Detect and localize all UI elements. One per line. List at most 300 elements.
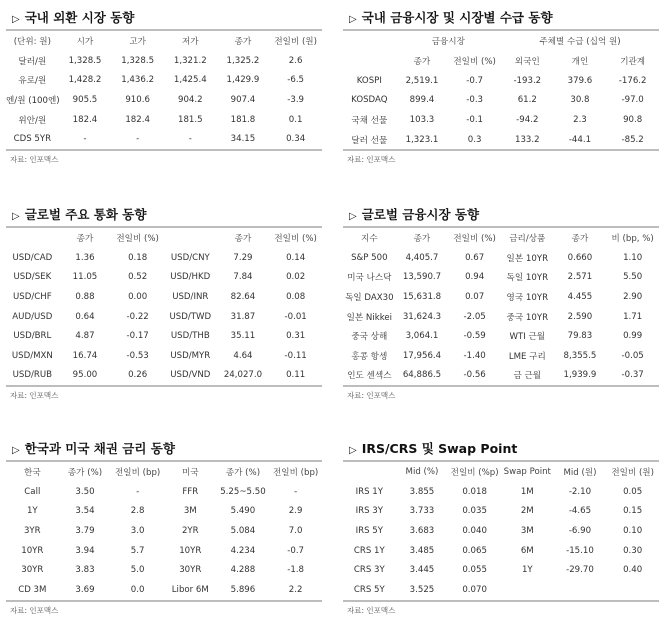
data-table-irs-crs bbox=[343, 460, 659, 602]
row-label-cell: USD/CHF bbox=[12, 291, 52, 302]
value-cell: 0.34 bbox=[286, 134, 306, 145]
row-label-cell: IRS 3Y bbox=[355, 506, 384, 517]
source-note: 자료: 인포맥스 bbox=[10, 391, 59, 401]
value-cell: 90.8 bbox=[623, 114, 643, 125]
column-header bbox=[343, 461, 396, 482]
column-header: (단위: 원) bbox=[13, 37, 51, 47]
value-cell: 0.52 bbox=[128, 272, 148, 283]
value-cell: 15,631.8 bbox=[402, 291, 442, 302]
column-header: 전일비 (%) bbox=[116, 234, 159, 244]
row-label-cell: 중국 상해 bbox=[351, 332, 388, 343]
row-label-cell: 3YR bbox=[23, 525, 41, 536]
value-cell: -0.22 bbox=[126, 311, 149, 322]
value-cell: 0.64 bbox=[75, 311, 95, 322]
row-label-cell: FFR bbox=[182, 486, 199, 497]
value-cell: -0.3 bbox=[466, 95, 484, 106]
column-header bbox=[343, 51, 396, 71]
source-note: 자료: 인포맥스 bbox=[10, 605, 59, 615]
value-cell: 17,956.4 bbox=[402, 350, 442, 361]
value-cell: 30.8 bbox=[570, 95, 590, 106]
value-cell: 2.590 bbox=[567, 311, 593, 322]
value-cell: -0.7 bbox=[466, 75, 484, 86]
row-label-cell: CRS 1Y bbox=[353, 545, 385, 556]
column-header: 저가 bbox=[181, 37, 199, 47]
value-cell: 7.0 bbox=[288, 525, 303, 536]
section-title-text: 글로벌 금융시장 동향 bbox=[361, 207, 480, 222]
row-label-cell: USD/THB bbox=[170, 331, 210, 342]
value-cell: 2.2 bbox=[288, 584, 303, 595]
table-row bbox=[343, 521, 659, 541]
row-label-cell: 유로/원 bbox=[18, 76, 47, 87]
table-row bbox=[343, 346, 659, 366]
value-cell: 2.6 bbox=[288, 55, 303, 66]
column-header: 종가 bbox=[234, 234, 252, 244]
value-cell: 4.64 bbox=[233, 350, 253, 361]
value-cell: -0.01 bbox=[284, 311, 307, 322]
value-cell: 5.7 bbox=[130, 545, 145, 556]
value-cell: 133.2 bbox=[514, 134, 540, 145]
triangle-right-icon: ▷ bbox=[349, 211, 357, 222]
column-header: 한국 bbox=[24, 468, 41, 478]
value-cell: -0.11 bbox=[284, 350, 307, 361]
row-label-cell: USD/RUB bbox=[12, 370, 53, 381]
row-label-cell: USD/MYR bbox=[170, 350, 211, 361]
value-cell: 8,355.5 bbox=[563, 350, 597, 361]
header-row bbox=[6, 227, 322, 248]
value-cell: 0.30 bbox=[623, 545, 643, 556]
value-cell: 2,519.1 bbox=[405, 75, 439, 86]
table-row bbox=[6, 51, 322, 71]
column-header: 금리/상품 bbox=[509, 234, 546, 244]
value-cell: 2.3 bbox=[573, 114, 587, 125]
value-cell: 0.1 bbox=[288, 114, 303, 125]
value-cell: 0.065 bbox=[462, 545, 487, 556]
value-cell: 95.00 bbox=[72, 370, 98, 381]
column-header: 개인 bbox=[571, 57, 589, 67]
value-cell: 3.855 bbox=[409, 486, 435, 497]
value-cell: 3.69 bbox=[75, 584, 95, 595]
value-cell: 30YR bbox=[179, 565, 202, 576]
value-cell: 31,624.3 bbox=[402, 311, 442, 322]
column-header: 종가 bbox=[234, 37, 252, 47]
row-label-cell: 독일 DAX30 bbox=[345, 292, 394, 303]
value-cell: 103.3 bbox=[409, 114, 435, 125]
row-label-cell: 일본 10YR bbox=[506, 253, 549, 264]
value-cell: 5.084 bbox=[230, 525, 256, 536]
table-row bbox=[6, 307, 322, 327]
row-label-cell: IRS 5Y bbox=[355, 525, 384, 536]
value-cell: 61.2 bbox=[517, 95, 537, 106]
value-cell: -44.1 bbox=[568, 134, 592, 145]
column-header: Swap Point bbox=[503, 467, 551, 477]
section-title bbox=[343, 438, 659, 460]
value-cell: 2.90 bbox=[623, 291, 643, 302]
row-label-cell: 일본 Nikkei bbox=[346, 312, 393, 323]
value-cell: 3.445 bbox=[409, 565, 435, 576]
value-cell: 3.94 bbox=[75, 545, 95, 556]
value-cell: - bbox=[136, 134, 140, 145]
value-cell: 3.733 bbox=[409, 506, 435, 517]
table-row bbox=[343, 248, 659, 268]
row-label-cell: 달러/원 bbox=[18, 56, 47, 67]
value-cell: 1,323.1 bbox=[405, 134, 439, 145]
value-cell: 0.31 bbox=[286, 331, 306, 342]
column-header: Mid (원) bbox=[563, 468, 597, 478]
triangle-right-icon: ▷ bbox=[12, 14, 20, 25]
row-label-cell: S&P 500 bbox=[351, 252, 388, 263]
value-cell: -0.53 bbox=[126, 350, 149, 361]
table-row bbox=[6, 248, 322, 268]
value-cell: 3.485 bbox=[409, 545, 435, 556]
data-table-bond-rates bbox=[6, 460, 322, 602]
value-cell: 907.4 bbox=[230, 94, 256, 105]
value-cell: 24,027.0 bbox=[223, 370, 263, 381]
source-note: 자료: 인포맥스 bbox=[347, 391, 396, 401]
row-label-cell: 10YR bbox=[21, 545, 44, 556]
row-label-cell: CD 3M bbox=[18, 584, 47, 595]
value-cell: 4.288 bbox=[230, 565, 256, 576]
value-cell: 3.83 bbox=[75, 565, 95, 576]
value-cell: -0.17 bbox=[126, 331, 149, 342]
value-cell: 1.71 bbox=[623, 311, 643, 322]
table-row bbox=[343, 326, 659, 346]
data-table-domestic-fx bbox=[6, 29, 322, 151]
value-cell: 181.8 bbox=[230, 114, 256, 125]
value-cell: 4.455 bbox=[567, 291, 593, 302]
value-cell: 0.99 bbox=[623, 331, 643, 342]
value-cell: 0.88 bbox=[75, 291, 95, 302]
row-label-cell: USD/SEK bbox=[13, 272, 52, 283]
value-cell: 1Y bbox=[521, 565, 533, 576]
value-cell: 16.74 bbox=[72, 350, 98, 361]
column-header: 종가 (%) bbox=[225, 468, 261, 478]
data-table-domestic-financial bbox=[343, 29, 659, 151]
value-cell: 0.070 bbox=[462, 584, 487, 595]
section-title-text: IRS/CRS 및 Swap Point bbox=[361, 441, 518, 456]
value-cell: -0.1 bbox=[466, 114, 484, 125]
table-row bbox=[6, 110, 322, 130]
value-cell: -3.9 bbox=[287, 94, 305, 105]
value-cell: 0.0 bbox=[130, 584, 145, 595]
value-cell: 0.035 bbox=[462, 506, 487, 517]
value-cell: 6M bbox=[520, 545, 534, 556]
value-cell: 0.26 bbox=[128, 370, 148, 381]
row-label-cell: USD/CNY bbox=[170, 252, 210, 263]
row-label-cell: 위안/원 bbox=[18, 115, 47, 126]
value-cell: 3M bbox=[520, 525, 534, 536]
value-cell: 1,428.2 bbox=[68, 75, 102, 86]
value-cell: 379.6 bbox=[567, 75, 593, 86]
column-header: 종가 bbox=[413, 234, 431, 244]
column-header: 전일비 (원) bbox=[274, 37, 317, 47]
value-cell: 4.234 bbox=[230, 545, 256, 556]
panel-global-fx bbox=[6, 204, 322, 401]
value-cell: 34.15 bbox=[230, 134, 256, 145]
row-label-cell: KOSDAQ bbox=[351, 95, 388, 106]
value-cell: 1M bbox=[520, 486, 534, 497]
panel-global-financial bbox=[343, 204, 659, 401]
value-cell: 0.15 bbox=[623, 506, 643, 517]
row-label-cell: LME 구리 bbox=[508, 351, 546, 362]
column-header: 전일비 (%) bbox=[453, 57, 496, 67]
table-row bbox=[343, 71, 659, 91]
table-row bbox=[6, 366, 322, 387]
column-header: 미국 bbox=[181, 468, 199, 478]
value-cell: 1,939.9 bbox=[563, 370, 597, 381]
source-note: 자료: 인포맥스 bbox=[347, 155, 396, 165]
table-row bbox=[6, 346, 322, 366]
value-cell: 5.25~5.50 bbox=[220, 486, 266, 497]
section-title bbox=[6, 7, 322, 29]
column-header: 종가 bbox=[76, 234, 94, 244]
panel-domestic-financial bbox=[343, 7, 659, 165]
value-cell: - bbox=[136, 486, 140, 497]
column-header bbox=[164, 227, 217, 248]
column-header: 외국인 bbox=[514, 57, 540, 67]
value-cell: 31.87 bbox=[230, 311, 256, 322]
value-cell: -0.05 bbox=[621, 350, 644, 361]
table-row bbox=[6, 521, 322, 541]
value-cell: 82.64 bbox=[230, 291, 256, 302]
value-cell: 0.18 bbox=[128, 252, 148, 263]
group-header-cell: 주체별 수급 (십억 원) bbox=[539, 37, 621, 47]
table-row bbox=[343, 502, 659, 522]
table-row bbox=[6, 482, 322, 502]
value-cell: 2.571 bbox=[567, 272, 593, 283]
row-label-cell: 중국 10YR bbox=[506, 312, 549, 323]
triangle-right-icon: ▷ bbox=[349, 14, 357, 25]
value-cell: -4.65 bbox=[568, 506, 592, 517]
table-row bbox=[343, 287, 659, 307]
value-cell: 3.79 bbox=[75, 525, 95, 536]
table-row bbox=[6, 580, 322, 601]
value-cell: 10YR bbox=[179, 545, 202, 556]
row-label-cell: USD/HKD bbox=[170, 272, 211, 283]
value-cell: 0.018 bbox=[462, 486, 487, 497]
table-row bbox=[6, 502, 322, 522]
value-cell: 1,321.2 bbox=[173, 55, 207, 66]
table-row bbox=[6, 326, 322, 346]
value-cell: 910.6 bbox=[125, 94, 150, 105]
value-cell: 1.36 bbox=[75, 252, 95, 263]
column-header: 지수 bbox=[361, 234, 378, 244]
value-cell: -1.8 bbox=[287, 565, 305, 576]
value-cell: 1,328.5 bbox=[121, 55, 155, 66]
value-cell: -0.37 bbox=[621, 370, 644, 381]
table-row bbox=[6, 287, 322, 307]
value-cell: 4,405.7 bbox=[405, 252, 439, 263]
value-cell: -6.5 bbox=[287, 75, 305, 86]
value-cell: 181.5 bbox=[177, 114, 203, 125]
value-cell: 3.50 bbox=[75, 486, 95, 497]
row-label-cell: USD/BRL bbox=[13, 331, 52, 342]
row-label-cell: 국채 선물 bbox=[351, 115, 388, 126]
column-header: 전일비 (bp) bbox=[273, 468, 319, 478]
row-label-cell: Libor 6M bbox=[171, 584, 209, 595]
value-cell: 182.4 bbox=[125, 114, 150, 125]
value-cell: 182.4 bbox=[72, 114, 98, 125]
row-label-cell: WTI 근월 bbox=[509, 332, 546, 343]
value-cell: - bbox=[83, 134, 87, 145]
table-row bbox=[6, 560, 322, 580]
column-header: 전일비 (%p) bbox=[450, 468, 499, 478]
row-label-cell: AUD/USD bbox=[12, 311, 53, 322]
value-cell: 2.8 bbox=[130, 506, 145, 517]
table-row bbox=[343, 560, 659, 580]
column-header bbox=[6, 227, 59, 248]
header-row bbox=[343, 461, 659, 482]
row-label-cell: Call bbox=[24, 486, 41, 497]
value-cell: 1,325.2 bbox=[226, 55, 260, 66]
column-header: 비 (bp, %) bbox=[611, 234, 654, 244]
row-label-cell: 엔/원 (100엔) bbox=[6, 95, 60, 106]
data-table-global-fx bbox=[6, 226, 322, 387]
column-header: 시가 bbox=[76, 37, 94, 47]
value-cell: 1.10 bbox=[623, 252, 643, 263]
value-cell: 3.0 bbox=[130, 525, 145, 536]
value-cell: 0.14 bbox=[286, 252, 306, 263]
table-row bbox=[6, 71, 322, 91]
value-cell: 7.84 bbox=[233, 272, 253, 283]
row-label-cell: 금 근월 bbox=[513, 371, 542, 382]
section-title-text: 국내 외환 시장 동향 bbox=[24, 10, 135, 25]
header-row bbox=[343, 51, 659, 71]
table-row bbox=[343, 110, 659, 130]
value-cell: 0.05 bbox=[623, 486, 643, 497]
value-cell: 0.02 bbox=[286, 272, 306, 283]
value-cell: 904.2 bbox=[177, 94, 203, 105]
section-title bbox=[343, 7, 659, 29]
row-label-cell: - bbox=[188, 134, 192, 145]
value-cell: -176.2 bbox=[618, 75, 647, 86]
value-cell: 1,328.5 bbox=[68, 55, 102, 66]
column-header: 고가 bbox=[129, 37, 146, 47]
value-cell: 5.50 bbox=[623, 272, 643, 283]
value-cell: 905.5 bbox=[72, 94, 98, 105]
group-header-row bbox=[343, 30, 659, 51]
value-cell: 5.0 bbox=[130, 565, 145, 576]
group-header-cell bbox=[343, 30, 396, 51]
row-label-cell: 미국 나스닥 bbox=[347, 273, 392, 284]
row-label-cell: 영국 10YR bbox=[506, 292, 549, 303]
column-header: Mid (%) bbox=[405, 467, 439, 477]
table-row bbox=[343, 307, 659, 327]
value-cell: 0.11 bbox=[286, 370, 306, 381]
value-cell: -97.0 bbox=[621, 95, 644, 106]
row-label-cell: 홍콩 항셍 bbox=[351, 351, 388, 362]
row-label-cell: CDS 5YR bbox=[13, 134, 52, 145]
value-cell bbox=[606, 580, 659, 601]
value-cell: -193.2 bbox=[513, 75, 542, 86]
value-cell: -2.10 bbox=[568, 486, 592, 497]
value-cell: 2M bbox=[520, 506, 534, 517]
panel-irs-crs bbox=[343, 438, 659, 616]
table-row bbox=[6, 541, 322, 561]
row-label-cell: USD/CAD bbox=[12, 252, 53, 263]
data-table-global-financial bbox=[343, 226, 659, 387]
table-row bbox=[343, 482, 659, 502]
table-row bbox=[343, 580, 659, 601]
panel-domestic-fx bbox=[6, 7, 322, 165]
value-cell: 1,425.4 bbox=[173, 75, 207, 86]
value-cell: -0.7 bbox=[287, 545, 305, 556]
row-label-cell: 인도 센섹스 bbox=[347, 371, 392, 382]
triangle-right-icon: ▷ bbox=[12, 445, 20, 456]
value-cell: -0.59 bbox=[463, 331, 486, 342]
group-header-cell: 금융시장 bbox=[431, 37, 465, 47]
row-label-cell: USD/VND bbox=[170, 370, 211, 381]
row-label-cell: 달러 선물 bbox=[351, 135, 388, 146]
section-title bbox=[6, 438, 322, 460]
panel-bond-rates bbox=[6, 438, 322, 616]
section-title bbox=[343, 204, 659, 226]
table-row bbox=[343, 91, 659, 111]
column-header: 종가 bbox=[413, 57, 431, 67]
value-cell bbox=[554, 580, 607, 601]
value-cell: 7.29 bbox=[233, 252, 253, 263]
value-cell: -29.70 bbox=[566, 565, 594, 576]
value-cell: 0.040 bbox=[462, 525, 487, 536]
header-row bbox=[6, 461, 322, 482]
value-cell: 0.3 bbox=[467, 134, 482, 145]
value-cell: 3.525 bbox=[409, 584, 435, 595]
value-cell: 0.40 bbox=[623, 565, 643, 576]
table-row bbox=[343, 541, 659, 561]
value-cell: -0.56 bbox=[463, 370, 486, 381]
value-cell: 2YR bbox=[181, 525, 199, 536]
row-label-cell: USD/TWD bbox=[169, 311, 212, 322]
header-row bbox=[6, 30, 322, 51]
value-cell: 13,590.7 bbox=[402, 272, 442, 283]
row-label-cell: USD/INR bbox=[172, 291, 209, 302]
value-cell: 35.11 bbox=[230, 331, 256, 342]
value-cell: 0.67 bbox=[465, 252, 485, 263]
value-cell: 3M bbox=[183, 506, 197, 517]
table-row bbox=[343, 268, 659, 288]
value-cell: -6.90 bbox=[568, 525, 592, 536]
value-cell: 5.896 bbox=[230, 584, 256, 595]
table-row bbox=[6, 129, 322, 150]
value-cell: 1,429.9 bbox=[226, 75, 260, 86]
value-cell: 0.94 bbox=[465, 272, 485, 283]
value-cell: 3.54 bbox=[75, 506, 95, 517]
value-cell: -15.10 bbox=[566, 545, 594, 556]
value-cell: -94.2 bbox=[516, 114, 539, 125]
value-cell: 79.83 bbox=[567, 331, 593, 342]
value-cell: 0.07 bbox=[465, 291, 485, 302]
source-note: 자료: 인포맥스 bbox=[347, 605, 396, 615]
value-cell: - bbox=[294, 486, 298, 497]
table-row bbox=[6, 268, 322, 288]
triangle-right-icon: ▷ bbox=[349, 445, 357, 456]
row-label-cell: CRS 5Y bbox=[353, 584, 385, 595]
value-cell: 0.00 bbox=[128, 291, 148, 302]
value-cell: 1,436.2 bbox=[121, 75, 155, 86]
section-title-text: 한국과 미국 채권 금리 동향 bbox=[24, 441, 175, 456]
row-label-cell: 30YR bbox=[21, 565, 44, 576]
section-title-text: 글로벌 주요 통화 동향 bbox=[24, 207, 147, 222]
row-label-cell bbox=[501, 580, 554, 601]
value-cell: 3,064.1 bbox=[405, 331, 439, 342]
value-cell: 4.87 bbox=[75, 331, 95, 342]
value-cell: 899.4 bbox=[409, 95, 435, 106]
column-header: 전일비 (%) bbox=[274, 234, 317, 244]
section-title bbox=[6, 204, 322, 226]
value-cell: 0.08 bbox=[286, 291, 306, 302]
row-label-cell: 1Y bbox=[26, 506, 38, 517]
column-header: 기관계 bbox=[620, 57, 646, 67]
column-header: 전일비 (원) bbox=[611, 468, 654, 478]
